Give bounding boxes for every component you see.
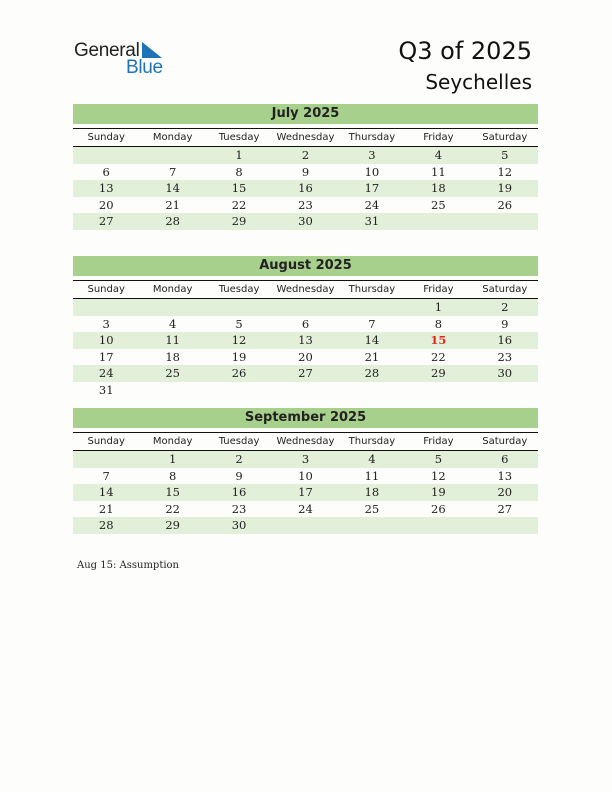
week-row	[73, 451, 538, 468]
day-cell: 22	[431, 349, 446, 364]
day-cell: 17	[98, 349, 114, 364]
week-row	[73, 517, 538, 534]
day-cell: 5	[501, 148, 509, 162]
day-cell: 27	[298, 366, 313, 380]
day-cell: 3	[368, 148, 376, 162]
weekday-label: Sunday	[87, 436, 125, 447]
day-cell: 14	[364, 333, 380, 347]
weekday-label: Sunday	[87, 132, 125, 143]
day-cell: 18	[165, 349, 180, 364]
day-cell: 8	[434, 316, 443, 331]
day-cell: 26	[431, 501, 446, 516]
day-cell	[405, 213, 471, 230]
day-cell: 12	[431, 468, 446, 483]
week-row	[73, 197, 538, 214]
day-cell: 23	[231, 501, 247, 516]
day-cell	[272, 382, 338, 399]
week-row	[73, 484, 538, 501]
day-cell: 3	[301, 452, 310, 466]
week-row	[73, 316, 538, 333]
day-cell: 8	[235, 164, 243, 179]
week-row	[73, 147, 538, 164]
weekday-label: Monday	[152, 284, 193, 295]
day-cell: 18	[364, 485, 380, 499]
weekday-label: Tuesday	[218, 436, 260, 447]
day-cell	[405, 382, 471, 399]
day-cell: 25	[165, 366, 180, 380]
day-cell: 1	[434, 300, 443, 314]
day-cell	[206, 299, 272, 316]
logo-triangle-icon	[140, 42, 162, 58]
day-cell: 11	[165, 333, 180, 347]
day-cell	[139, 147, 205, 164]
day-cell: 29	[431, 366, 446, 380]
day-cell: 18	[431, 181, 446, 195]
day-cell: 19	[497, 181, 513, 195]
page-title: Q3 of 2025	[398, 37, 532, 65]
day-cell: 2	[501, 300, 509, 314]
weekday-label: Tuesday	[218, 284, 260, 295]
weekday-label: Wednesday	[276, 284, 335, 295]
day-cell: 29	[231, 214, 247, 228]
day-cell: 13	[497, 468, 513, 483]
weekday-label: Sunday	[87, 284, 125, 295]
day-cell: 4	[434, 148, 443, 162]
day-cell: 14	[98, 485, 114, 499]
day-cell: 12	[231, 333, 247, 347]
day-cell: 27	[497, 501, 513, 516]
day-cell: 22	[231, 197, 247, 212]
day-cell: 8	[168, 468, 177, 483]
day-cell: 2	[235, 452, 243, 466]
day-cell	[472, 517, 538, 534]
day-cell: 16	[231, 485, 247, 499]
day-cell: 7	[168, 164, 177, 179]
day-cell: 2	[301, 148, 310, 162]
week-row	[73, 501, 538, 518]
day-cell: 6	[102, 164, 110, 179]
week-row	[73, 213, 538, 230]
day-cell	[405, 517, 471, 534]
day-cell	[339, 382, 405, 399]
day-cell: 26	[497, 197, 513, 212]
month-title: August 2025	[73, 256, 538, 276]
day-cell: 9	[501, 316, 509, 331]
day-cell: 7	[368, 316, 376, 331]
holiday-notes	[77, 560, 179, 571]
weekday-label: Monday	[152, 436, 193, 447]
day-cell: 13	[98, 181, 114, 195]
day-cell: 26	[231, 366, 247, 380]
week-row	[73, 365, 538, 382]
day-cell: 24	[364, 197, 380, 212]
month-title: September 2025	[73, 408, 538, 428]
day-cell: 31	[364, 214, 380, 228]
weekday-label: Thursday	[348, 284, 396, 295]
month-july	[73, 104, 538, 230]
day-cell: 17	[298, 485, 313, 499]
week-row	[73, 164, 538, 181]
day-cell: 30	[298, 214, 313, 228]
day-cell	[139, 299, 205, 316]
month-september	[73, 408, 538, 534]
day-cell: 30	[231, 518, 247, 532]
weekday-label: Thursday	[348, 436, 396, 447]
day-cell: 21	[98, 501, 114, 516]
weekday-header-row	[73, 280, 538, 299]
day-cell	[73, 299, 139, 316]
logo-blue-text: Blue	[126, 57, 163, 78]
weekday-label: Friday	[423, 132, 454, 143]
day-cell: 21	[364, 349, 380, 364]
day-cell: 7	[102, 468, 110, 483]
day-cell	[73, 451, 139, 468]
holiday-note: Aug 15: Assumption	[77, 560, 180, 571]
day-cell: 25	[364, 501, 380, 516]
weekday-label: Friday	[423, 284, 454, 295]
week-row	[73, 382, 538, 399]
day-cell: 5	[235, 316, 243, 331]
day-cell: 15	[231, 181, 247, 195]
weekday-label: Friday	[423, 436, 454, 447]
day-cell: 1	[235, 148, 243, 162]
day-cell: 6	[501, 452, 509, 466]
day-cell: 22	[165, 501, 180, 516]
day-cell: 16	[298, 181, 313, 195]
month-august	[73, 256, 538, 398]
day-cell: 10	[98, 333, 114, 347]
weekday-label: Monday	[152, 132, 193, 143]
weekday-label: Saturday	[482, 132, 528, 143]
day-cell: 21	[165, 197, 180, 212]
day-cell: 24	[98, 366, 114, 380]
weekday-header-row	[73, 128, 538, 147]
month-title: July 2025	[73, 104, 538, 124]
day-cell	[339, 299, 405, 316]
day-cell: 3	[102, 316, 110, 331]
day-cell: 1	[168, 452, 177, 466]
holiday-day-cell: 15	[430, 333, 447, 347]
day-cell: 20	[497, 485, 513, 499]
weekday-label: Saturday	[482, 436, 528, 447]
day-cell	[206, 382, 272, 399]
week-row	[73, 332, 538, 349]
day-cell: 10	[364, 164, 380, 179]
day-cell: 11	[364, 468, 380, 483]
day-cell: 20	[98, 197, 114, 212]
day-cell: 19	[231, 349, 247, 364]
day-cell: 19	[431, 485, 446, 499]
day-cell	[472, 213, 538, 230]
day-cell: 31	[98, 382, 114, 397]
day-cell: 4	[368, 452, 376, 466]
day-cell: 25	[431, 197, 446, 212]
day-cell	[339, 517, 405, 534]
week-row	[73, 180, 538, 197]
day-cell: 27	[98, 214, 114, 228]
day-cell	[139, 382, 205, 399]
day-cell: 10	[298, 468, 313, 483]
weekday-label: Wednesday	[276, 132, 335, 143]
day-cell: 13	[298, 333, 313, 347]
day-cell: 9	[301, 164, 310, 179]
logo-general-text: General	[74, 40, 140, 61]
day-cell: 28	[165, 214, 180, 228]
weekday-label: Thursday	[348, 132, 396, 143]
day-cell: 6	[301, 316, 310, 331]
day-cell: 20	[298, 349, 313, 364]
day-cell	[272, 517, 338, 534]
weekday-header-row	[73, 432, 538, 451]
day-cell: 23	[497, 349, 513, 364]
day-cell	[73, 147, 139, 164]
week-row	[73, 349, 538, 366]
weekday-label: Saturday	[482, 284, 528, 295]
day-cell	[472, 382, 538, 399]
day-cell: 9	[235, 468, 243, 483]
day-cell: 15	[165, 485, 180, 499]
day-cell: 24	[298, 501, 313, 516]
day-cell	[272, 299, 338, 316]
weekday-label: Tuesday	[218, 132, 260, 143]
day-cell: 11	[431, 164, 446, 179]
day-cell: 28	[98, 518, 114, 532]
country-name: Seychelles	[425, 70, 532, 94]
day-cell: 5	[434, 452, 443, 466]
week-row	[73, 299, 538, 316]
day-cell: 16	[497, 333, 513, 347]
day-cell: 14	[165, 181, 180, 195]
logo	[74, 40, 174, 80]
weekday-label: Wednesday	[276, 436, 335, 447]
week-row	[73, 468, 538, 485]
day-cell: 30	[497, 366, 513, 380]
day-cell: 4	[168, 316, 177, 331]
day-cell: 12	[497, 164, 513, 179]
day-cell: 17	[364, 181, 380, 195]
day-cell: 23	[298, 197, 313, 212]
day-cell: 28	[364, 366, 380, 380]
day-cell: 29	[165, 518, 180, 532]
